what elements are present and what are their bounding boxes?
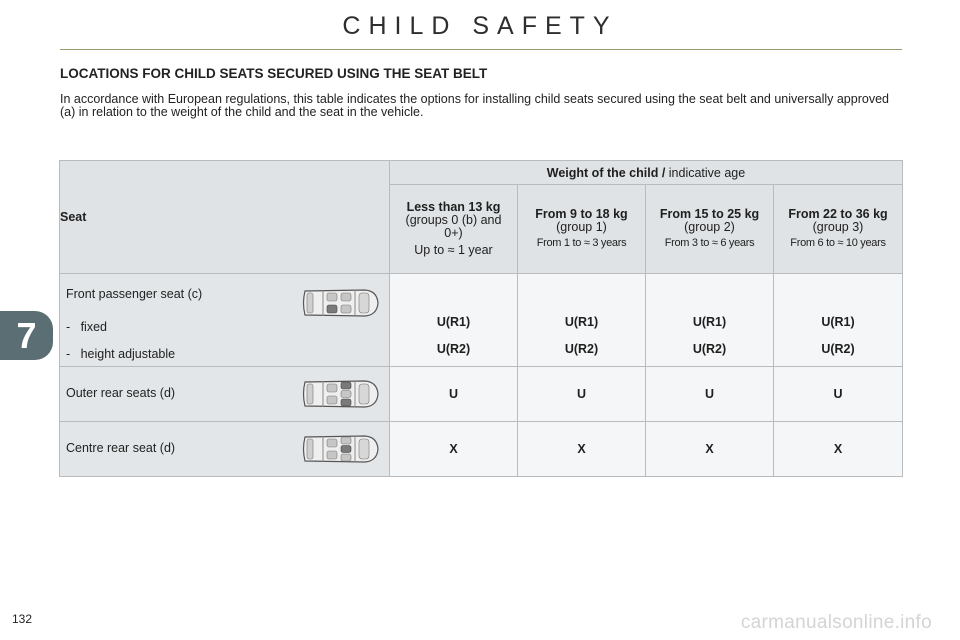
- value-cell: X: [774, 422, 903, 477]
- value-cell: [518, 274, 646, 367]
- seat-sub-label: - height adjustable: [66, 347, 176, 361]
- value-adjustable: U(R2): [692, 341, 727, 356]
- chapter-tab: [0, 311, 53, 360]
- group-label: (groups 0 (b) and 0+): [405, 213, 502, 240]
- group-age: Up to ≈ 1 year: [414, 243, 493, 257]
- seat-cell: [60, 274, 390, 367]
- weight-header-bold: Weight of the child /: [546, 165, 666, 180]
- group-weight: From 15 to 25 kg: [659, 207, 760, 221]
- table-row-centre-rear: [60, 422, 903, 477]
- value-cell: [390, 274, 518, 367]
- page-number: 132: [12, 612, 33, 626]
- seat-label: Centre rear seat (d): [66, 441, 176, 455]
- weight-header-rest: indicative age: [665, 165, 746, 180]
- group-header-2: [646, 185, 774, 274]
- value-adjustable: U(R2): [436, 341, 471, 356]
- page-title: CHILD SAFETY: [342, 12, 618, 40]
- group-header-3: [774, 185, 903, 274]
- value-cell: [646, 274, 774, 367]
- value-fixed: U(R1): [692, 314, 727, 329]
- value-cell: X: [646, 422, 774, 477]
- value-cell: X: [390, 422, 518, 477]
- section-intro: In accordance with European regulations, this table indicates the options for installing child seats secured using the seat belt and universally approved (a) in relation to the weight of the child and the seat in the vehicle.: [60, 92, 889, 119]
- group-header-0: [390, 185, 518, 274]
- table-row-outer-rear: [60, 367, 903, 422]
- car-front-seat-icon: [299, 286, 379, 320]
- car-outer-rear-seats-icon: [299, 377, 379, 411]
- seat-column-header: [60, 161, 390, 274]
- seat-sub-label: - fixed: [66, 320, 107, 334]
- seat-cell: [60, 422, 390, 477]
- group-weight: From 9 to 18 kg: [535, 207, 628, 221]
- weight-column-header: [390, 161, 903, 185]
- value-cell: U: [646, 367, 774, 422]
- watermark-text: carmanualsonline.info: [740, 612, 932, 633]
- seat-header-label: Seat: [60, 210, 87, 224]
- value-cell: U: [518, 367, 646, 422]
- group-age: From 6 to ≈ 10 years: [790, 237, 886, 249]
- value-cell: U: [774, 367, 903, 422]
- section-heading: LOCATIONS FOR CHILD SEATS SECURED USING THE SEAT BELT: [60, 66, 488, 81]
- value-fixed: U(R1): [821, 314, 855, 329]
- value-fixed: U(R1): [436, 314, 471, 329]
- chapter-number: 7: [16, 314, 37, 356]
- table-row-front-passenger: [60, 274, 903, 367]
- car-centre-rear-seat-icon: [299, 432, 379, 466]
- group-age: From 1 to ≈ 3 years: [536, 237, 627, 249]
- seat-label: Front passenger seat (c): [66, 287, 203, 301]
- seat-label: Outer rear seats (d): [66, 386, 176, 400]
- value-cell: U: [390, 367, 518, 422]
- group-weight: From 22 to 36 kg: [788, 207, 888, 221]
- group-label: (group 3): [812, 220, 864, 234]
- title-divider: [60, 49, 902, 50]
- seat-cell: [60, 367, 390, 422]
- value-fixed: U(R1): [564, 314, 599, 329]
- value-adjustable: U(R2): [564, 341, 599, 356]
- value-adjustable: U(R2): [821, 341, 855, 356]
- group-label: (group 2): [684, 220, 735, 234]
- value-cell: [774, 274, 903, 367]
- child-seat-table: [59, 160, 903, 477]
- group-header-1: [518, 185, 646, 274]
- group-label: (group 1): [556, 220, 607, 234]
- value-cell: X: [518, 422, 646, 477]
- group-age: From 3 to ≈ 6 years: [664, 237, 755, 249]
- group-weight: Less than 13 kg: [406, 200, 501, 214]
